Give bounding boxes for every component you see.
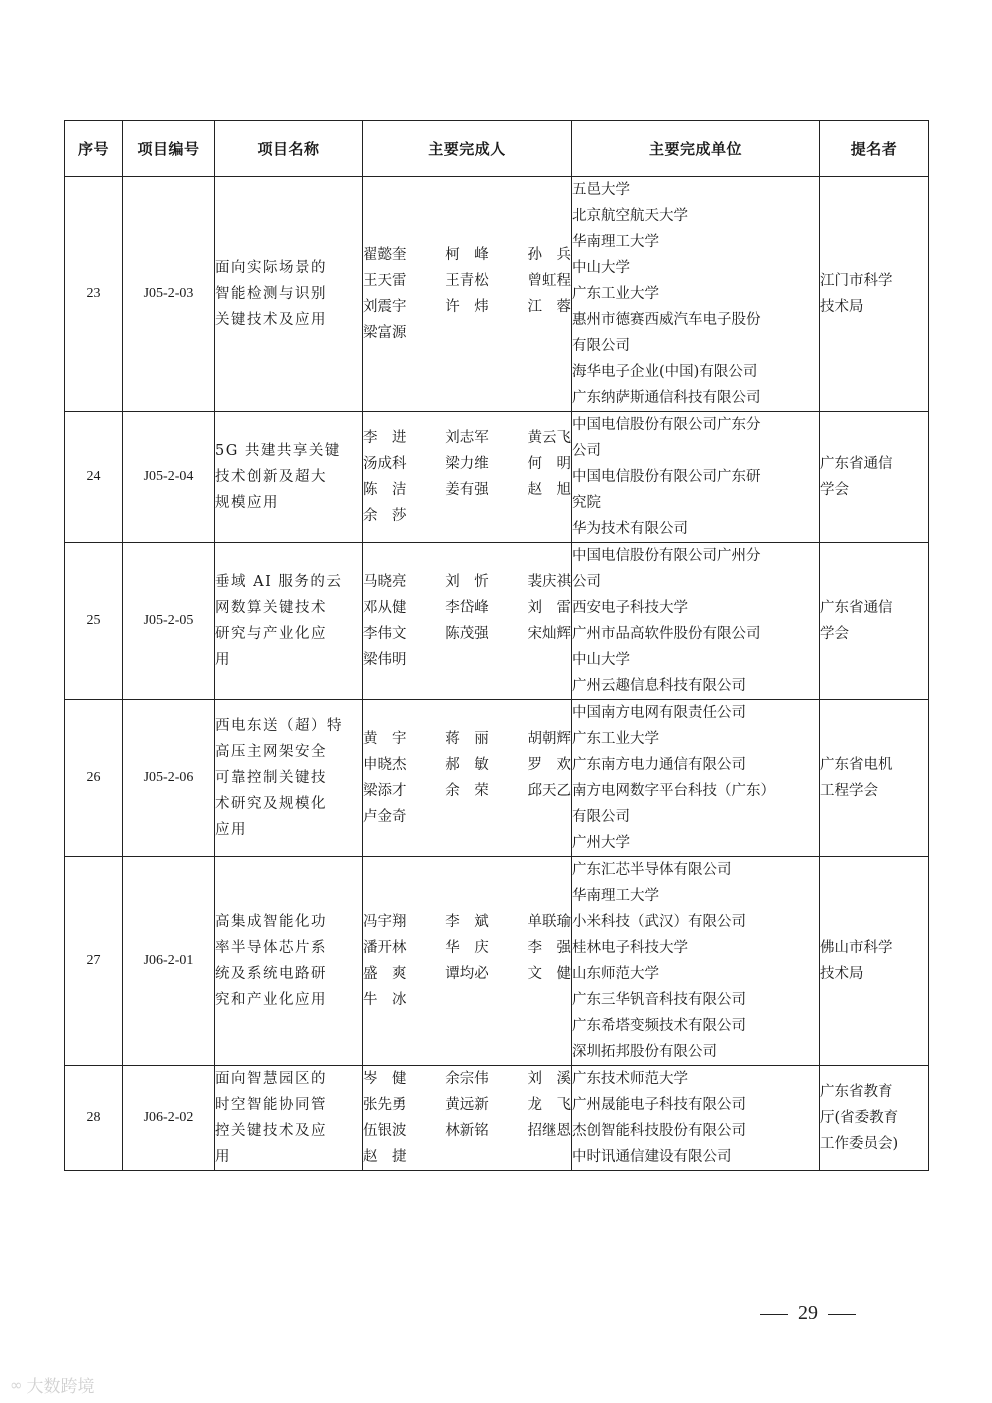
person-name: 李 强 (527, 940, 571, 956)
person-name: 裴庆祺 (527, 574, 571, 590)
unit-line: 中山大学 (572, 260, 630, 276)
unit-line: 五邑大学 (572, 182, 630, 198)
nominator-line: 学会 (820, 626, 849, 642)
person-name: 刘 忻 (445, 574, 489, 590)
person-name: 江 蓉 (527, 299, 571, 315)
person-name: 谭均必 (445, 966, 489, 982)
person-name: 黄云飞 (527, 430, 571, 446)
person-name: 何 明 (527, 456, 571, 472)
nominator-line: 学会 (820, 482, 849, 498)
person-name: 王青松 (445, 273, 489, 289)
unit-line: 中时讯通信建设有限公司 (572, 1149, 732, 1165)
person-name: 陈茂强 (445, 626, 489, 642)
people-line (363, 242, 571, 268)
person-name: 李伟文 (363, 626, 407, 642)
person-name: 盛 爽 (363, 966, 407, 982)
header-row (65, 121, 929, 177)
unit-line: 有限公司 (572, 809, 630, 825)
people-line (363, 1092, 571, 1118)
row-code: J05-2-05 (123, 543, 215, 700)
row-seq: 25 (65, 543, 123, 700)
unit-line: 广东纳萨斯通信科技有限公司 (572, 390, 761, 406)
people-line (363, 1066, 571, 1092)
person-name: 宋灿辉 (527, 626, 571, 642)
project-name-line: 究和产业化应用 (215, 992, 327, 1008)
nominator-line: 工作委员会) (820, 1136, 899, 1152)
header-units: 主要完成单位 (572, 121, 820, 177)
people-line (363, 503, 571, 529)
people-line (363, 621, 571, 647)
project-name-line: 西电东送（超）特 (215, 718, 343, 734)
row-project-name (215, 177, 363, 412)
person-name: 龙 飞 (527, 1097, 571, 1113)
row-code: J05-2-04 (123, 412, 215, 543)
person-name: 蒋 丽 (445, 731, 489, 747)
table-row (65, 700, 929, 857)
person-name: 赵 旭 (527, 482, 571, 498)
project-name-line: 率半导体芯片系 (215, 940, 327, 956)
unit-line: 北京航空航天大学 (572, 208, 688, 224)
people-line (363, 477, 571, 503)
project-name-line: 面向实际场景的 (215, 260, 327, 276)
person-name: 翟懿奎 (363, 247, 407, 263)
header-code: 项目编号 (123, 121, 215, 177)
row-units (572, 543, 820, 700)
unit-line: 中山大学 (572, 652, 630, 668)
person-name: 赵 捷 (363, 1149, 407, 1165)
row-project-name (215, 543, 363, 700)
person-name: 梁伟明 (363, 652, 407, 668)
row-project-name (215, 1066, 363, 1171)
unit-line: 西安电子科技大学 (572, 600, 688, 616)
page-footer (750, 1302, 866, 1325)
unit-line: 海华电子企业(中国)有限公司 (572, 364, 758, 380)
row-units (572, 1066, 820, 1171)
person-name: 胡朝辉 (527, 731, 571, 747)
project-name-line: 用 (215, 652, 231, 668)
person-name: 梁添才 (363, 783, 407, 799)
people-line (363, 451, 571, 477)
people-line (363, 1118, 571, 1144)
table-row (65, 543, 929, 700)
row-code: J05-2-03 (123, 177, 215, 412)
people-line (363, 569, 571, 595)
people-line (363, 752, 571, 778)
person-name: 冯宇翔 (363, 914, 407, 930)
row-code: J06-2-02 (123, 1066, 215, 1171)
person-name: 刘震宇 (363, 299, 407, 315)
unit-line: 惠州市德赛西威汽车电子股份 (572, 312, 761, 328)
awards-table (64, 120, 929, 1171)
unit-line: 小米科技（武汉）有限公司 (572, 914, 746, 930)
people-line (363, 425, 571, 451)
unit-line: 广东技术师范大学 (572, 1071, 688, 1087)
person-name: 单联瑜 (527, 914, 571, 930)
people-line (363, 1144, 571, 1170)
people-line (363, 726, 571, 752)
unit-line: 广东三华钒音科技有限公司 (572, 992, 746, 1008)
row-nominator (820, 700, 929, 857)
row-nominator (820, 412, 929, 543)
person-name: 马晓亮 (363, 574, 407, 590)
person-name: 潘开林 (363, 940, 407, 956)
person-name: 罗 欢 (527, 757, 571, 773)
nominator-line: 广东省电机 (820, 757, 893, 773)
unit-line: 中国电信股份有限公司广东研 (572, 469, 761, 485)
row-code: J06-2-01 (123, 857, 215, 1066)
unit-line: 中国电信股份有限公司广东分 (572, 417, 761, 433)
unit-line: 广东希塔变频技术有限公司 (572, 1018, 746, 1034)
people-line (363, 961, 571, 987)
person-name: 刘志军 (445, 430, 489, 446)
person-name: 梁力维 (445, 456, 489, 472)
unit-line: 杰创智能科技股份有限公司 (572, 1123, 746, 1139)
row-people (363, 700, 572, 857)
project-name-line: 时空智能协同管 (215, 1097, 327, 1113)
person-name: 文 健 (527, 966, 571, 982)
row-seq: 26 (65, 700, 123, 857)
unit-line: 桂林电子科技大学 (572, 940, 688, 956)
nominator-line: 江门市科学 (820, 273, 893, 289)
people-line (363, 987, 571, 1013)
watermark-logo-icon: ∞ (10, 1375, 23, 1394)
project-name-line: 垂域 AI 服务的云 (215, 574, 343, 590)
unit-line: 广州云趣信息科技有限公司 (572, 678, 746, 694)
nominator-line: 工程学会 (820, 783, 878, 799)
people-line (363, 294, 571, 320)
nominator-line: 佛山市科学 (820, 940, 893, 956)
row-nominator (820, 857, 929, 1066)
person-name: 余 荣 (445, 783, 489, 799)
people-line (363, 268, 571, 294)
person-name: 牛 冰 (363, 992, 407, 1008)
people-line (363, 595, 571, 621)
person-name: 王天雷 (363, 273, 407, 289)
person-name: 刘 溪 (527, 1071, 571, 1087)
person-name: 郝 敏 (445, 757, 489, 773)
people-line (363, 778, 571, 804)
person-name: 余 莎 (363, 508, 407, 524)
person-name: 招继恩 (527, 1123, 571, 1139)
person-name: 曾虹程 (527, 273, 571, 289)
table-row (65, 412, 929, 543)
project-name-line: 高压主网架安全 (215, 744, 327, 760)
person-name: 梁富源 (363, 325, 407, 341)
person-name: 李 进 (363, 430, 407, 446)
nominator-line: 广东省通信 (820, 600, 893, 616)
unit-line: 公司 (572, 443, 601, 459)
page-number: 29 (798, 1302, 818, 1324)
project-name-line: 用 (215, 1149, 231, 1165)
row-seq: 23 (65, 177, 123, 412)
unit-line: 华为技术有限公司 (572, 521, 688, 537)
unit-line: 广州市品高软件股份有限公司 (572, 626, 761, 642)
table-row (65, 1066, 929, 1171)
row-project-name (215, 412, 363, 543)
project-name-line: 术研究及规模化 (215, 796, 327, 812)
project-name-line: 技术创新及超大 (215, 469, 327, 485)
project-name-line: 控关键技术及应 (215, 1123, 327, 1139)
row-project-name (215, 857, 363, 1066)
people-line (363, 647, 571, 673)
header-name: 项目名称 (215, 121, 363, 177)
row-people (363, 543, 572, 700)
table-row (65, 857, 929, 1066)
person-name: 姜有强 (445, 482, 489, 498)
project-name-line: 应用 (215, 822, 247, 838)
nominator-line: 技术局 (820, 299, 864, 315)
people-line (363, 320, 571, 346)
row-project-name (215, 700, 363, 857)
person-name: 陈 洁 (363, 482, 407, 498)
table-row (65, 177, 929, 412)
unit-line: 公司 (572, 574, 601, 590)
row-nominator (820, 1066, 929, 1171)
row-units (572, 177, 820, 412)
project-name-line: 高集成智能化功 (215, 914, 327, 930)
person-name: 岑 健 (363, 1071, 407, 1087)
row-units (572, 857, 820, 1066)
header-seq: 序号 (65, 121, 123, 177)
unit-line: 广东工业大学 (572, 731, 659, 747)
project-name-line: 面向智慧园区的 (215, 1071, 327, 1087)
person-name: 汤成科 (363, 456, 407, 472)
unit-line: 华南理工大学 (572, 234, 659, 250)
nominator-line: 厅(省委教育 (820, 1110, 899, 1126)
row-people (363, 857, 572, 1066)
person-name: 邓从健 (363, 600, 407, 616)
left-dash (760, 1314, 788, 1316)
project-name-line: 智能检测与识别 (215, 286, 327, 302)
project-name-line: 网数算关键技术 (215, 600, 327, 616)
unit-line: 山东师范大学 (572, 966, 659, 982)
row-people (363, 177, 572, 412)
row-seq: 27 (65, 857, 123, 1066)
person-name: 邱天乙 (527, 783, 571, 799)
person-name: 华 庆 (445, 940, 489, 956)
unit-line: 究院 (572, 495, 601, 511)
row-nominator (820, 177, 929, 412)
people-line (363, 935, 571, 961)
row-seq: 28 (65, 1066, 123, 1171)
unit-line: 广东南方电力通信有限公司 (572, 757, 746, 773)
person-name: 李岱峰 (445, 600, 489, 616)
unit-line: 中国电信股份有限公司广州分 (572, 548, 761, 564)
unit-line: 广州晟能电子科技有限公司 (572, 1097, 746, 1113)
right-dash (828, 1314, 856, 1316)
person-name: 刘 雷 (527, 600, 571, 616)
project-name-line: 规模应用 (215, 495, 279, 511)
watermark (10, 1372, 95, 1397)
unit-line: 广东工业大学 (572, 286, 659, 302)
project-name-line: 5G 共建共享关键 (215, 443, 341, 459)
person-name: 李 斌 (445, 914, 489, 930)
unit-line: 广东汇芯半导体有限公司 (572, 862, 732, 878)
unit-line: 有限公司 (572, 338, 630, 354)
project-name-line: 可靠控制关键技 (215, 770, 327, 786)
project-name-line: 关键技术及应用 (215, 312, 327, 328)
nominator-line: 技术局 (820, 966, 864, 982)
row-people (363, 1066, 572, 1171)
person-name: 黄远新 (445, 1097, 489, 1113)
header-nominator: 提名者 (820, 121, 929, 177)
unit-line: 华南理工大学 (572, 888, 659, 904)
person-name: 许 炜 (445, 299, 489, 315)
person-name: 卢金奇 (363, 809, 407, 825)
unit-line: 中国南方电网有限责任公司 (572, 705, 746, 721)
unit-line: 广州大学 (572, 835, 630, 851)
people-line (363, 909, 571, 935)
row-nominator (820, 543, 929, 700)
person-name: 黄 宇 (363, 731, 407, 747)
watermark-text: 大数跨境 (26, 1377, 95, 1397)
person-name: 柯 峰 (445, 247, 489, 263)
person-name: 申晓杰 (363, 757, 407, 773)
person-name: 张先勇 (363, 1097, 407, 1113)
project-name-line: 统及系统电路研 (215, 966, 327, 982)
nominator-line: 广东省通信 (820, 456, 893, 472)
row-seq: 24 (65, 412, 123, 543)
row-units (572, 412, 820, 543)
people-line (363, 804, 571, 830)
row-code: J05-2-06 (123, 700, 215, 857)
row-people (363, 412, 572, 543)
person-name: 余宗伟 (445, 1071, 489, 1087)
project-name-line: 研究与产业化应 (215, 626, 327, 642)
person-name: 伍银波 (363, 1123, 407, 1139)
unit-line: 深圳拓邦股份有限公司 (572, 1044, 717, 1060)
row-units (572, 700, 820, 857)
unit-line: 南方电网数字平台科技（广东） (572, 783, 775, 799)
nominator-line: 广东省教育 (820, 1084, 893, 1100)
person-name: 孙 兵 (527, 247, 571, 263)
person-name: 林新铭 (445, 1123, 489, 1139)
header-people: 主要完成人 (363, 121, 572, 177)
